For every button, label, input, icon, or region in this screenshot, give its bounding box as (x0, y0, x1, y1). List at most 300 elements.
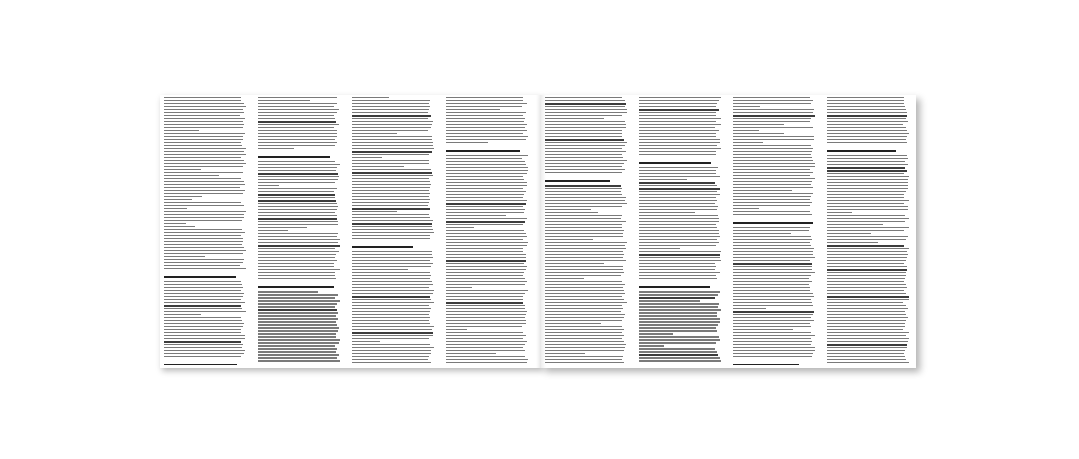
text-line (164, 184, 245, 185)
text-line (639, 309, 721, 310)
text-line (352, 193, 430, 194)
text-line (639, 306, 718, 307)
text-line (352, 112, 428, 113)
text-line (827, 142, 907, 143)
text-line (258, 242, 338, 243)
text-line (545, 97, 622, 98)
text-line (639, 139, 720, 140)
text-line (545, 254, 624, 255)
text-line (639, 200, 717, 201)
text-line (545, 335, 624, 336)
text-line (733, 124, 784, 125)
text-line (733, 133, 784, 134)
text-line (827, 124, 903, 125)
text-line (545, 236, 623, 237)
text-line (827, 121, 908, 122)
text-line (352, 214, 429, 215)
text-line (258, 233, 338, 234)
text-line (164, 332, 241, 333)
text-line (164, 335, 245, 336)
text-line (352, 163, 429, 164)
text-line (164, 226, 195, 227)
text-line (352, 302, 434, 303)
text-line (352, 314, 429, 315)
text-line (352, 284, 433, 285)
text-line (164, 196, 202, 197)
text-line (545, 281, 622, 282)
text-line (446, 233, 526, 234)
text-line (733, 272, 815, 273)
text-line (733, 323, 810, 324)
text-line (733, 103, 811, 104)
text-line (352, 232, 434, 233)
text-line (827, 218, 909, 219)
text-line (733, 269, 812, 270)
text-line (827, 314, 906, 315)
text-line (352, 311, 430, 312)
text-line (258, 315, 336, 316)
text-line (827, 97, 904, 98)
text-line (545, 323, 601, 324)
text-line (639, 297, 715, 299)
text-line (352, 362, 431, 363)
text-line (827, 176, 909, 177)
text-line (545, 209, 591, 210)
text-line (164, 326, 243, 327)
text-line (733, 242, 810, 243)
page-spine (536, 95, 546, 368)
text-line (827, 290, 904, 291)
text-line (258, 245, 340, 247)
text-line (164, 151, 244, 152)
text-line (446, 347, 523, 348)
text-line (164, 311, 246, 312)
text-line (733, 208, 759, 209)
text-line (639, 260, 721, 261)
text-line (352, 356, 429, 357)
text-line (639, 303, 719, 304)
text-line (258, 170, 336, 171)
text-line (164, 148, 246, 149)
text-line (352, 341, 380, 342)
text-line (258, 103, 337, 104)
text-line (446, 239, 523, 240)
text-line (733, 299, 811, 300)
text-line (352, 287, 429, 288)
text-line (258, 121, 336, 123)
text-column (258, 97, 340, 365)
text-line (827, 127, 906, 128)
text-line (545, 308, 623, 309)
text-line (352, 353, 431, 354)
text-line (827, 130, 907, 131)
text-line (545, 257, 623, 258)
text-line (446, 362, 527, 363)
text-line (733, 193, 813, 194)
text-line (446, 254, 526, 255)
text-line (545, 142, 627, 143)
text-line (258, 291, 318, 292)
text-line (352, 187, 430, 188)
text-line (827, 215, 905, 216)
text-line (164, 145, 242, 146)
text-line (827, 347, 907, 348)
text-line (827, 362, 909, 363)
text-line (164, 139, 243, 140)
text-line (639, 130, 719, 131)
text-column (545, 97, 627, 365)
text-line (827, 338, 909, 339)
text-line (827, 251, 907, 252)
section-heading-line (827, 150, 896, 152)
text-line (733, 239, 812, 240)
text-line (446, 257, 526, 258)
text-line (545, 130, 622, 131)
text-line (352, 229, 433, 230)
text-line (733, 317, 811, 318)
text-line (258, 351, 336, 352)
section-heading-line (258, 286, 334, 288)
text-line (446, 269, 526, 270)
text-line (639, 251, 721, 252)
text-line (446, 320, 526, 321)
section-heading-line (545, 180, 610, 182)
text-line (164, 217, 244, 218)
text-line (639, 212, 695, 213)
text-line (258, 161, 335, 162)
text-line (352, 223, 432, 225)
text-line (639, 142, 720, 143)
text-line (446, 251, 523, 252)
text-line (446, 314, 526, 315)
text-line (827, 206, 908, 207)
text-line (446, 121, 524, 122)
text-line (827, 257, 907, 258)
text-column (446, 97, 528, 365)
text-line (639, 336, 719, 337)
text-line (446, 332, 523, 333)
text-line (258, 167, 337, 168)
text-line (164, 296, 243, 297)
text-line (446, 173, 527, 174)
text-line (639, 182, 715, 184)
text-line (827, 272, 906, 273)
text-line (258, 179, 338, 180)
text-line (733, 329, 793, 330)
text-line (446, 305, 525, 306)
text-line (352, 196, 429, 197)
text-line (639, 348, 715, 349)
text-line (827, 188, 908, 189)
text-line (164, 253, 243, 254)
text-line (733, 251, 813, 252)
text-line (352, 260, 430, 261)
text-line (164, 293, 244, 294)
text-line (545, 166, 622, 167)
text-line (258, 127, 334, 128)
text-line (733, 121, 810, 122)
text-line (639, 239, 717, 240)
text-line (446, 344, 525, 345)
text-line (733, 245, 811, 246)
text-line (352, 269, 408, 270)
text-line (352, 278, 430, 279)
text-line (733, 296, 814, 297)
text-line (164, 181, 244, 182)
text-line (258, 236, 337, 237)
text-line (446, 206, 523, 207)
text-line (827, 133, 909, 134)
text-line (639, 242, 719, 243)
text-line (827, 200, 909, 201)
text-line (352, 97, 389, 98)
text-line (827, 308, 908, 309)
text-line (258, 248, 335, 249)
text-line (352, 293, 433, 294)
text-line (639, 170, 716, 171)
text-line (164, 329, 241, 330)
text-line (733, 145, 811, 146)
text-line (827, 296, 909, 298)
text-line (164, 305, 241, 307)
text-line (164, 103, 244, 104)
text-line (827, 344, 907, 346)
text-line (258, 336, 336, 337)
text-line (827, 329, 903, 330)
text-line (164, 347, 242, 348)
text-line (827, 194, 904, 195)
text-line (545, 169, 625, 170)
text-line (545, 227, 622, 228)
text-line (164, 214, 244, 215)
text-line (827, 100, 904, 101)
text-line (733, 305, 813, 306)
text-line (258, 106, 334, 107)
text-line (352, 133, 397, 134)
text-line (827, 263, 904, 264)
text-line (164, 223, 186, 224)
text-line (545, 194, 622, 195)
text-line (352, 335, 433, 336)
text-line (639, 218, 719, 219)
section-heading-line (639, 162, 711, 164)
text-line (258, 278, 336, 279)
text-line (258, 294, 338, 295)
text-line (164, 166, 243, 167)
text-line (352, 235, 430, 236)
section-heading-line (733, 364, 799, 365)
text-line (352, 263, 433, 264)
text-line (446, 176, 523, 177)
text-line (733, 97, 810, 98)
text-line (446, 179, 524, 180)
text-line (545, 326, 622, 327)
text-line (545, 224, 622, 225)
text-line (639, 191, 717, 192)
text-line (258, 176, 339, 177)
section-heading-line (733, 222, 813, 224)
text-line (639, 300, 700, 301)
text-line (258, 115, 334, 116)
text-line (545, 353, 585, 354)
text-line (446, 356, 525, 357)
text-line (827, 323, 905, 324)
text-line (164, 172, 243, 173)
text-line (639, 109, 719, 111)
text-line (446, 302, 523, 304)
text-line (545, 356, 623, 357)
text-line (733, 127, 813, 128)
text-line (352, 320, 429, 321)
text-line (446, 212, 524, 213)
section-heading-line (164, 276, 236, 278)
text-line (639, 194, 720, 195)
text-line (827, 221, 905, 222)
text-line (545, 362, 624, 363)
text-line (639, 106, 716, 107)
text-line (258, 272, 335, 273)
text-line (258, 266, 334, 267)
text-line (545, 287, 623, 288)
text-line (827, 350, 905, 351)
text-line (446, 263, 524, 264)
text-line (352, 254, 432, 255)
text-line (352, 326, 434, 327)
text-line (258, 118, 335, 119)
text-line (639, 272, 720, 273)
text-line (827, 115, 907, 117)
text-line (446, 185, 527, 186)
text-line (827, 299, 909, 300)
text-line (827, 233, 871, 234)
text-line (639, 176, 720, 177)
text-line (446, 164, 526, 165)
text-line (258, 251, 339, 252)
text-line (164, 136, 243, 137)
text-line (446, 209, 525, 210)
text-line (827, 182, 908, 183)
text-line (164, 323, 244, 324)
text-line (733, 257, 815, 258)
text-line (258, 297, 335, 298)
text-line (258, 212, 335, 213)
text-line (164, 100, 241, 101)
text-line (164, 157, 241, 158)
text-line (733, 190, 792, 191)
text-line (446, 200, 527, 201)
text-line (827, 179, 908, 180)
text-line (446, 109, 500, 110)
text-line (733, 178, 815, 179)
text-line (639, 278, 717, 279)
text-line (639, 127, 715, 128)
text-line (827, 239, 906, 240)
text-line (258, 112, 337, 113)
text-line (352, 124, 432, 125)
text-column (352, 97, 434, 365)
text-line (446, 188, 523, 189)
text-line (164, 202, 241, 203)
text-line (258, 185, 279, 186)
text-line (352, 103, 429, 104)
text-line (545, 112, 627, 113)
text-line (733, 175, 810, 176)
text-line (639, 145, 717, 146)
text-line (446, 317, 525, 318)
text-line (446, 130, 527, 131)
text-line (446, 136, 528, 137)
text-line (258, 142, 337, 143)
text-line (545, 185, 621, 187)
text-line (639, 257, 720, 258)
text-line (733, 311, 814, 313)
text-line (352, 350, 431, 351)
text-line (733, 118, 811, 119)
text-line (164, 265, 240, 266)
text-line (639, 224, 716, 225)
text-line (164, 356, 241, 357)
text-line (258, 263, 334, 264)
text-line (733, 169, 810, 170)
text-line (545, 151, 626, 152)
text-line (545, 215, 622, 216)
text-line (446, 248, 523, 249)
text-line (733, 184, 811, 185)
text-line (639, 345, 664, 346)
text-line (733, 187, 813, 188)
text-line (639, 236, 720, 237)
text-line (827, 266, 907, 267)
text-line (545, 154, 622, 155)
text-line (545, 332, 622, 333)
text-line (827, 353, 904, 354)
text-line (827, 155, 907, 156)
text-line (446, 142, 488, 143)
text-line (827, 136, 907, 137)
text-line (446, 293, 525, 294)
text-line (446, 341, 527, 342)
text-line (164, 287, 243, 288)
text-line (164, 160, 244, 161)
text-line (733, 172, 813, 173)
text-line (639, 197, 716, 198)
text-line (164, 178, 241, 179)
text-line (164, 187, 240, 188)
text-line (258, 309, 337, 311)
text-line (827, 161, 905, 162)
text-column (733, 97, 815, 365)
text-line (545, 148, 622, 149)
text-line (446, 124, 527, 125)
text-line (446, 227, 474, 228)
text-line (352, 275, 431, 276)
text-line (545, 314, 625, 315)
text-line (164, 130, 199, 131)
text-line (352, 109, 429, 110)
text-line (258, 221, 338, 222)
text-line (164, 250, 246, 251)
text-line (827, 209, 908, 210)
text-line (545, 296, 622, 297)
text-line (827, 112, 907, 113)
text-line (545, 284, 625, 285)
text-line (352, 100, 430, 101)
text-line (827, 158, 908, 159)
text-line (164, 97, 241, 98)
text-line (446, 245, 527, 246)
text-line (446, 161, 525, 162)
text-line (164, 118, 245, 119)
